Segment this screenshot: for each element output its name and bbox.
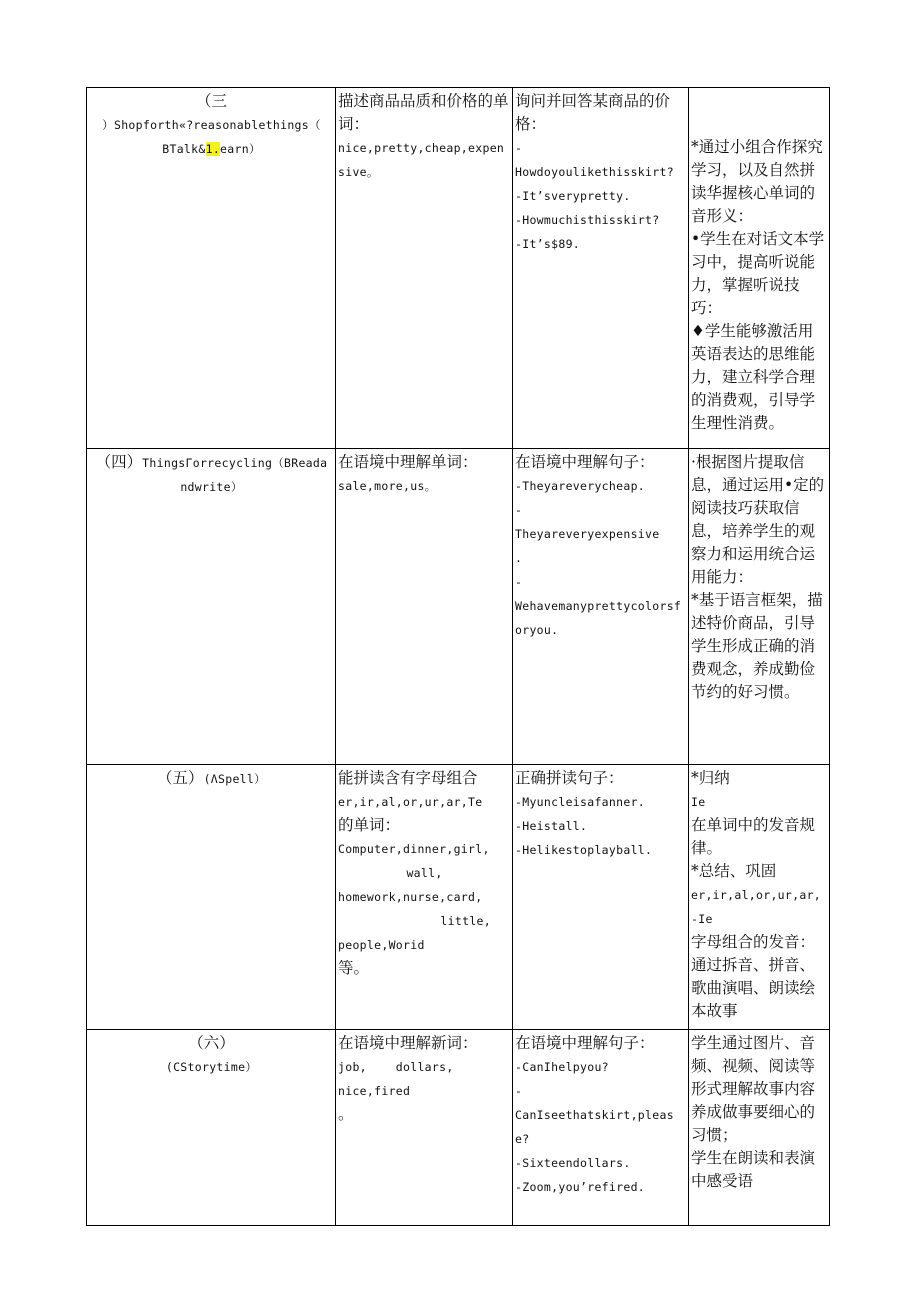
objective-item: *总结、巩固	[691, 862, 777, 880]
vocabulary-cell	[336, 88, 513, 449]
sentence-line: -	[515, 1084, 523, 1098]
objective-item: *通过小组合作探究学习，以及自然拼读华握核心单词的音形义：	[691, 138, 823, 225]
highlight: 1.	[205, 142, 221, 156]
table-row	[87, 765, 830, 1030]
section-title: ）Shopforth«?reasonablethings（	[102, 118, 321, 132]
section-number: （六）	[188, 1034, 235, 1052]
sentence-line: -Sixteendollars.	[515, 1156, 631, 1170]
sentence-line: Wehavemanyprettycolorsforyou.	[515, 599, 682, 637]
objectives-cell: *归纳 Ie 在单词中的发音规律。 *总结、巩固 er,ir,al,or,ur,ar,-Ie 字母组合的发音： 通过拆音、拼音、歌曲演唱、朗读绘本故事	[689, 765, 830, 1030]
sentence-line: -	[515, 141, 523, 155]
sentence-cell	[513, 1030, 689, 1226]
section-number: （三	[195, 92, 227, 110]
vocabulary-cell: 能拼读含有字母组合 er,ir,al,or,ur,ar,Te 的单词： Computer,dinner,girl, wall, homework,nurse,card, little, people,Worid 等。	[336, 765, 513, 1030]
sentence-line: -Howmuchisthisskirt?	[515, 213, 660, 227]
section-title: (ΛSpell）	[203, 772, 266, 786]
objectives-cell	[689, 449, 830, 765]
word-list: little,	[440, 914, 491, 928]
vocabulary-cell: 在语境中理解新词： job, dollars, nice,fired 。	[336, 1030, 513, 1226]
cell-heading: 正确拼读句子：	[515, 769, 624, 787]
section-cell	[87, 88, 336, 449]
section-number: （五）	[157, 769, 204, 787]
objective-item: •学生在对话文本学习中，提高听说能力，掌握听说技巧：	[691, 230, 825, 317]
section-cell	[87, 1030, 336, 1226]
sentence-line: Theyareveryexpensive	[515, 527, 660, 541]
cell-heading: 询问并回答某商品的价格：	[515, 92, 671, 133]
cell-heading: 在语境中理解句子：	[515, 453, 655, 471]
section-subtitle: ndwrite）	[180, 480, 243, 494]
sentence-line: -Theyareverycheap.	[515, 479, 646, 493]
cell-heading: 能拼读含有字母组合	[338, 769, 478, 787]
section-subtitle: BTalk&1.earn）	[162, 142, 261, 156]
cell-heading: 在语境中理解新词：	[338, 1034, 478, 1052]
cell-heading: 在语境中理解单词：	[338, 453, 478, 471]
objectives-cell	[689, 1030, 830, 1226]
sentence-line: -	[515, 575, 523, 589]
sentence-line: -Zoom,you’refired.	[515, 1180, 646, 1194]
table-row	[87, 88, 830, 449]
sentence-cell	[513, 88, 689, 449]
sentence-line: Howdoyoulikethisskirt?	[515, 165, 674, 179]
objective-item: ♦学生能够激活用英语表达的思维能力，建立科学合理的消费观，引导学生理性消费。	[691, 322, 816, 432]
lesson-plan-table	[86, 87, 830, 1226]
word-list: job, dollars,	[338, 1060, 454, 1074]
word-list: people,Worid	[338, 938, 425, 952]
section-title: (CStorytime）	[165, 1060, 258, 1074]
table-row	[87, 1030, 830, 1226]
vocabulary-cell	[336, 449, 513, 765]
sentence-line: CanIseethatskirt,please?	[515, 1108, 674, 1146]
sentence-line: .	[515, 551, 523, 565]
sentence-line: -It’sverypretty.	[515, 189, 631, 203]
cell-heading: 描述商品品质和价格的单词：	[338, 92, 509, 133]
cell-heading: 的单词：	[338, 816, 401, 834]
objectives-cell	[689, 88, 830, 449]
sentence-line: -Heistall.	[515, 819, 588, 833]
letter-combinations: er,ir,al,or,ur,ar,Te	[338, 795, 483, 809]
section-cell	[87, 449, 336, 765]
cell-heading: 在语境中理解句子：	[515, 1034, 655, 1052]
section-number: （四）	[95, 453, 143, 471]
sentence-line: -Myuncleisafanner.	[515, 795, 646, 809]
objective-item: 学生在朗读和表演中感受语	[691, 1149, 816, 1190]
word-list: wall,	[406, 866, 443, 880]
objective-item: 学生通过图片、音频、视频、阅读等形式理解故事内容养成做事要细心的习惯；	[691, 1034, 816, 1144]
word-list: homework,nurse,card,	[338, 890, 483, 904]
objective-item: *基于语言框架，描述特价商品，引导学生形成正确的消费观念，养成勤俭节约的好习惯。	[691, 591, 823, 701]
word-list: nice,fired	[338, 1084, 411, 1098]
sentence-cell	[513, 449, 689, 765]
table-row	[87, 449, 830, 765]
objective-item: ·根据图片提取信息，通过运用•定的阅读技巧获取信息，培养学生的观察力和运用统合运用能力：	[691, 453, 825, 586]
word-list: Computer,dinner,girl,	[338, 842, 490, 856]
sentence-cell	[513, 765, 689, 1030]
sentence-line: -	[515, 503, 523, 517]
word-list: sale,more,us。	[338, 479, 437, 493]
section-title: ThingsΓorrecycling（BReada	[142, 456, 328, 470]
sentence-line: -It’s$89.	[515, 237, 581, 251]
section-cell	[87, 765, 336, 1030]
sentence-line: -CanIhelpyou?	[515, 1060, 609, 1074]
sentence-line: -Helikestoplayball.	[515, 843, 653, 857]
objective-item: 通过拆音、拼音、歌曲演唱、朗读绘本故事	[691, 956, 816, 1020]
word-list: nice,pretty,cheap,expensive。	[338, 141, 505, 179]
